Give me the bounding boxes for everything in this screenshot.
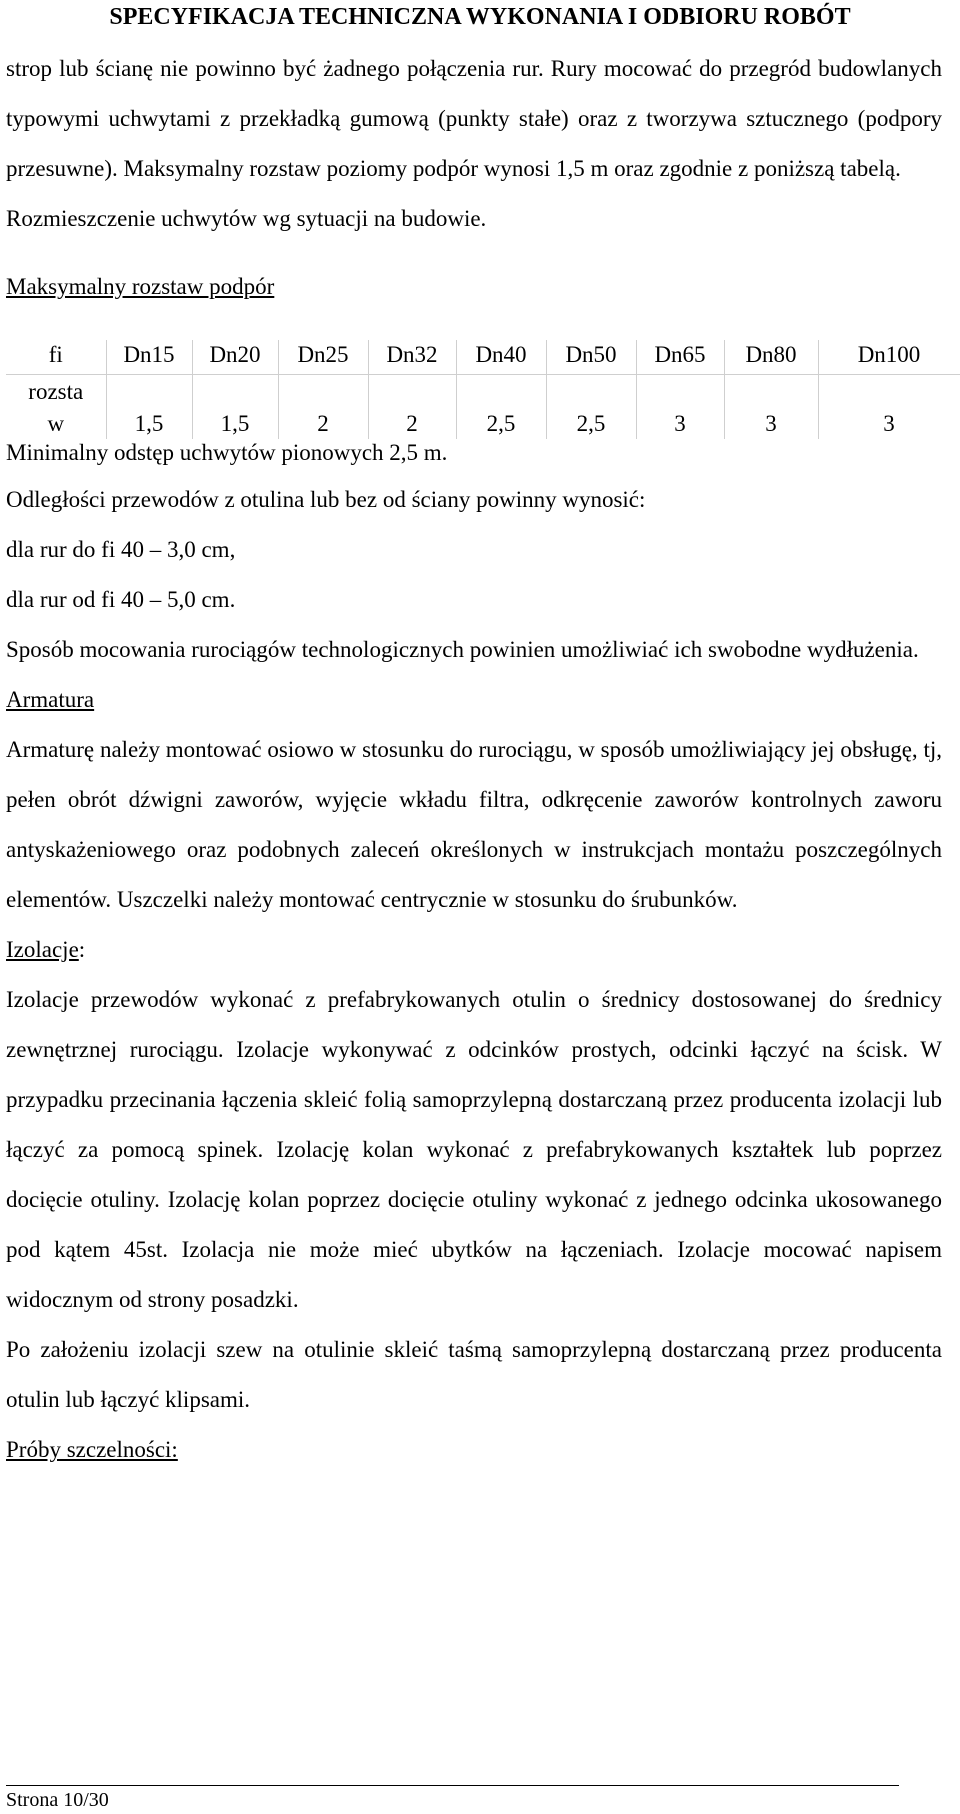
table-empty-cell <box>818 375 960 410</box>
table-empty-cell <box>106 375 192 410</box>
paragraph-distance-small: dla rur do fi 40 – 3,0 cm, <box>6 537 236 562</box>
paragraph-elongation: Sposób mocowania rurociągów technologicznych powinien umożliwiać ich swobodne wydłużenia. <box>6 637 919 662</box>
table-empty-cell <box>546 375 636 410</box>
table-label-fi: fi <box>48 342 63 367</box>
table-value-cell: 2 <box>278 409 368 439</box>
table-empty-cell <box>724 375 818 410</box>
paragraph-vertical-spacing: Minimalny odstęp uchwytów pionowych 2,5 m. <box>6 440 448 465</box>
paragraph-seam-taping: Po założeniu izolacji szew na otulinie skleić taśmą samoprzylepną dostarczaną przez producenta otulin lub łączyć klipsami. <box>6 1337 942 1412</box>
paragraph-distance-large: dla rur od fi 40 – 5,0 cm. <box>6 587 236 612</box>
page-number: Strona 10/30 <box>6 1789 109 1811</box>
paragraph-pipe-mounting: strop lub ścianę nie powinno być żadnego połączenia rur. Rury mocować do przegród budowlanych typowymi uchwytami z przekładką gumową (punkty stałe) oraz z tworzywa sztucznego (podpory przesuwne). Maksymalny rozstaw poziomy podpór wynosi 1,5 m oraz zgodnie z poniższą tabelą. <box>6 56 942 181</box>
table-header-cell: Dn100 <box>818 340 960 375</box>
table-value-cell: 1,5 <box>192 409 278 439</box>
table-empty-cell <box>456 375 546 410</box>
paragraph-armatura: Armaturę należy montować osiowo w stosunku do rurociągu, w sposób umożliwiający jej obsługę, tj, pełen obrót dźwigni zaworów, wyjęcie wkładu filtra, odkręcenie zaworów kontrolnych zaworu antyskażeniowego oraz podobnych zaleceń określonych w instrukcjach montażu poszczególnych elementów. Uszczelki należy montować centrycznie w stosunku do śrubunków. <box>6 737 942 912</box>
table-value-cell: 3 <box>724 409 818 439</box>
section-heading-armatura: Armatura <box>6 687 95 712</box>
page-header-title: SPECYFIKACJA TECHNICZNA WYKONANIA I ODBIORU ROBÓT <box>109 4 851 30</box>
support-spacing-table-wrap <box>6 340 960 439</box>
table-value-cell: 3 <box>818 409 960 439</box>
table-empty-cell <box>278 375 368 410</box>
table-header-cell: Dn25 <box>278 340 368 375</box>
support-spacing-table <box>6 340 960 439</box>
table-empty-cell <box>368 375 456 410</box>
table-heading: Maksymalny rozstaw podpór <box>6 274 275 299</box>
table-empty-cell <box>636 375 724 410</box>
table-header-cell: Dn20 <box>192 340 278 375</box>
paragraph-bracket-placement: Rozmieszczenie uchwytów wg sytuacji na budowie. <box>6 206 487 231</box>
table-label-rozsta: rozsta <box>6 375 106 410</box>
izolacje-heading-colon: : <box>78 937 86 962</box>
table-value-cell: 2,5 <box>546 409 636 439</box>
table-header-cell: Dn50 <box>546 340 636 375</box>
table-value-cell: 1,5 <box>106 409 192 439</box>
table-row-values <box>6 409 960 439</box>
table-header-cell: Dn40 <box>456 340 546 375</box>
table-label-w: w <box>47 411 65 436</box>
section-heading-izolacje <box>6 925 942 975</box>
table-row-diameters <box>6 340 960 375</box>
izolacje-heading-text: Izolacje <box>6 937 79 962</box>
table-value-cell: 2,5 <box>456 409 546 439</box>
document-body <box>6 44 942 1475</box>
table-value-cell: 2 <box>368 409 456 439</box>
table-value-cell: 3 <box>636 409 724 439</box>
table-header-cell: Dn32 <box>368 340 456 375</box>
paragraph-wall-distance: Odległości przewodów z otulina lub bez od ściany powinny wynosić: <box>6 487 646 512</box>
table-row-spacer <box>6 375 960 410</box>
footer-divider <box>6 1785 899 1786</box>
table-header-cell: Dn80 <box>724 340 818 375</box>
paragraph-izolacje: Izolacje przewodów wykonać z prefabrykowanych otulin o średnicy dostosowanej do średnicy zewnętrznej rurociągu. Izolacje wykonywać z odcinków prostych, odcinki łączyć na ścisk. W przypadku przecinania łączenia skleić folią samoprzylepną dostarczaną przez producenta izolacji lub łączyć za pomocą spinek. Izolację kolan wykonać z prefabrykowanych kształtek lub poprzez docięcie otuliny. Izolację kolan poprzez docięcie otuliny wykonać z jednego odcinka ukosowanego pod kątem 45st. Izolacja nie może mieć ubytków na łączeniach. Izolacje mocować napisem widocznym od strony posadzki. <box>6 987 942 1312</box>
table-empty-cell <box>192 375 278 410</box>
table-header-cell: Dn15 <box>106 340 192 375</box>
table-header-cell: Dn65 <box>636 340 724 375</box>
section-heading-proby: Próby szczelności: <box>6 1437 178 1462</box>
